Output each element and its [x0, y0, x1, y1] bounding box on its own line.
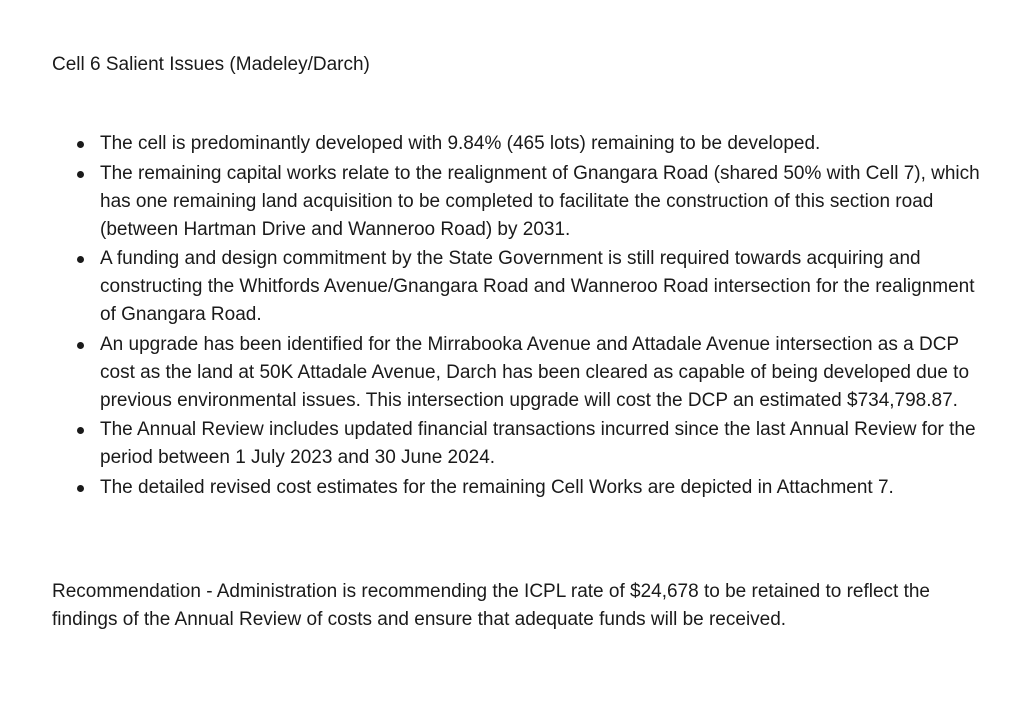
list-item: The remaining capital works relate to the realignment of Gnangara Road (shared 50% with Cell 7), which has one remaining land acquisition to be completed to facilitate the construction of this section road (between Hartman Drive and Wanneroo Road) by 2031. — [100, 160, 982, 244]
list-item: The detailed revised cost estimates for the remaining Cell Works are depicted in Attachment 7. — [100, 474, 982, 502]
salient-issues-list — [52, 130, 982, 503]
list-item: The cell is predominantly developed with 9.84% (465 lots) remaining to be developed. — [100, 130, 982, 158]
section-heading: Cell 6 Salient Issues (Madeley/Darch) — [52, 54, 370, 75]
list-item: A funding and design commitment by the State Government is still required towards acquiring and constructing the Whitfords Avenue/Gnangara Road and Wanneroo Road intersection for the realignment of Gnangara Road. — [100, 245, 982, 329]
recommendation-paragraph: Recommendation - Administration is recommending the ICPL rate of $24,678 to be retained to reflect the findings of the Annual Review of costs and ensure that adequate funds will be received. — [52, 581, 930, 630]
list-item: The Annual Review includes updated financial transactions incurred since the last Annual Review for the period between 1 July 2023 and 30 June 2024. — [100, 416, 982, 472]
list-item: An upgrade has been identified for the Mirrabooka Avenue and Attadale Avenue intersection as a DCP cost as the land at 50K Attadale Avenue, Darch has been cleared as capable of being developed due to previous environmental issues. This intersection upgrade will cost the DCP an estimated $734,798.87. — [100, 331, 982, 415]
